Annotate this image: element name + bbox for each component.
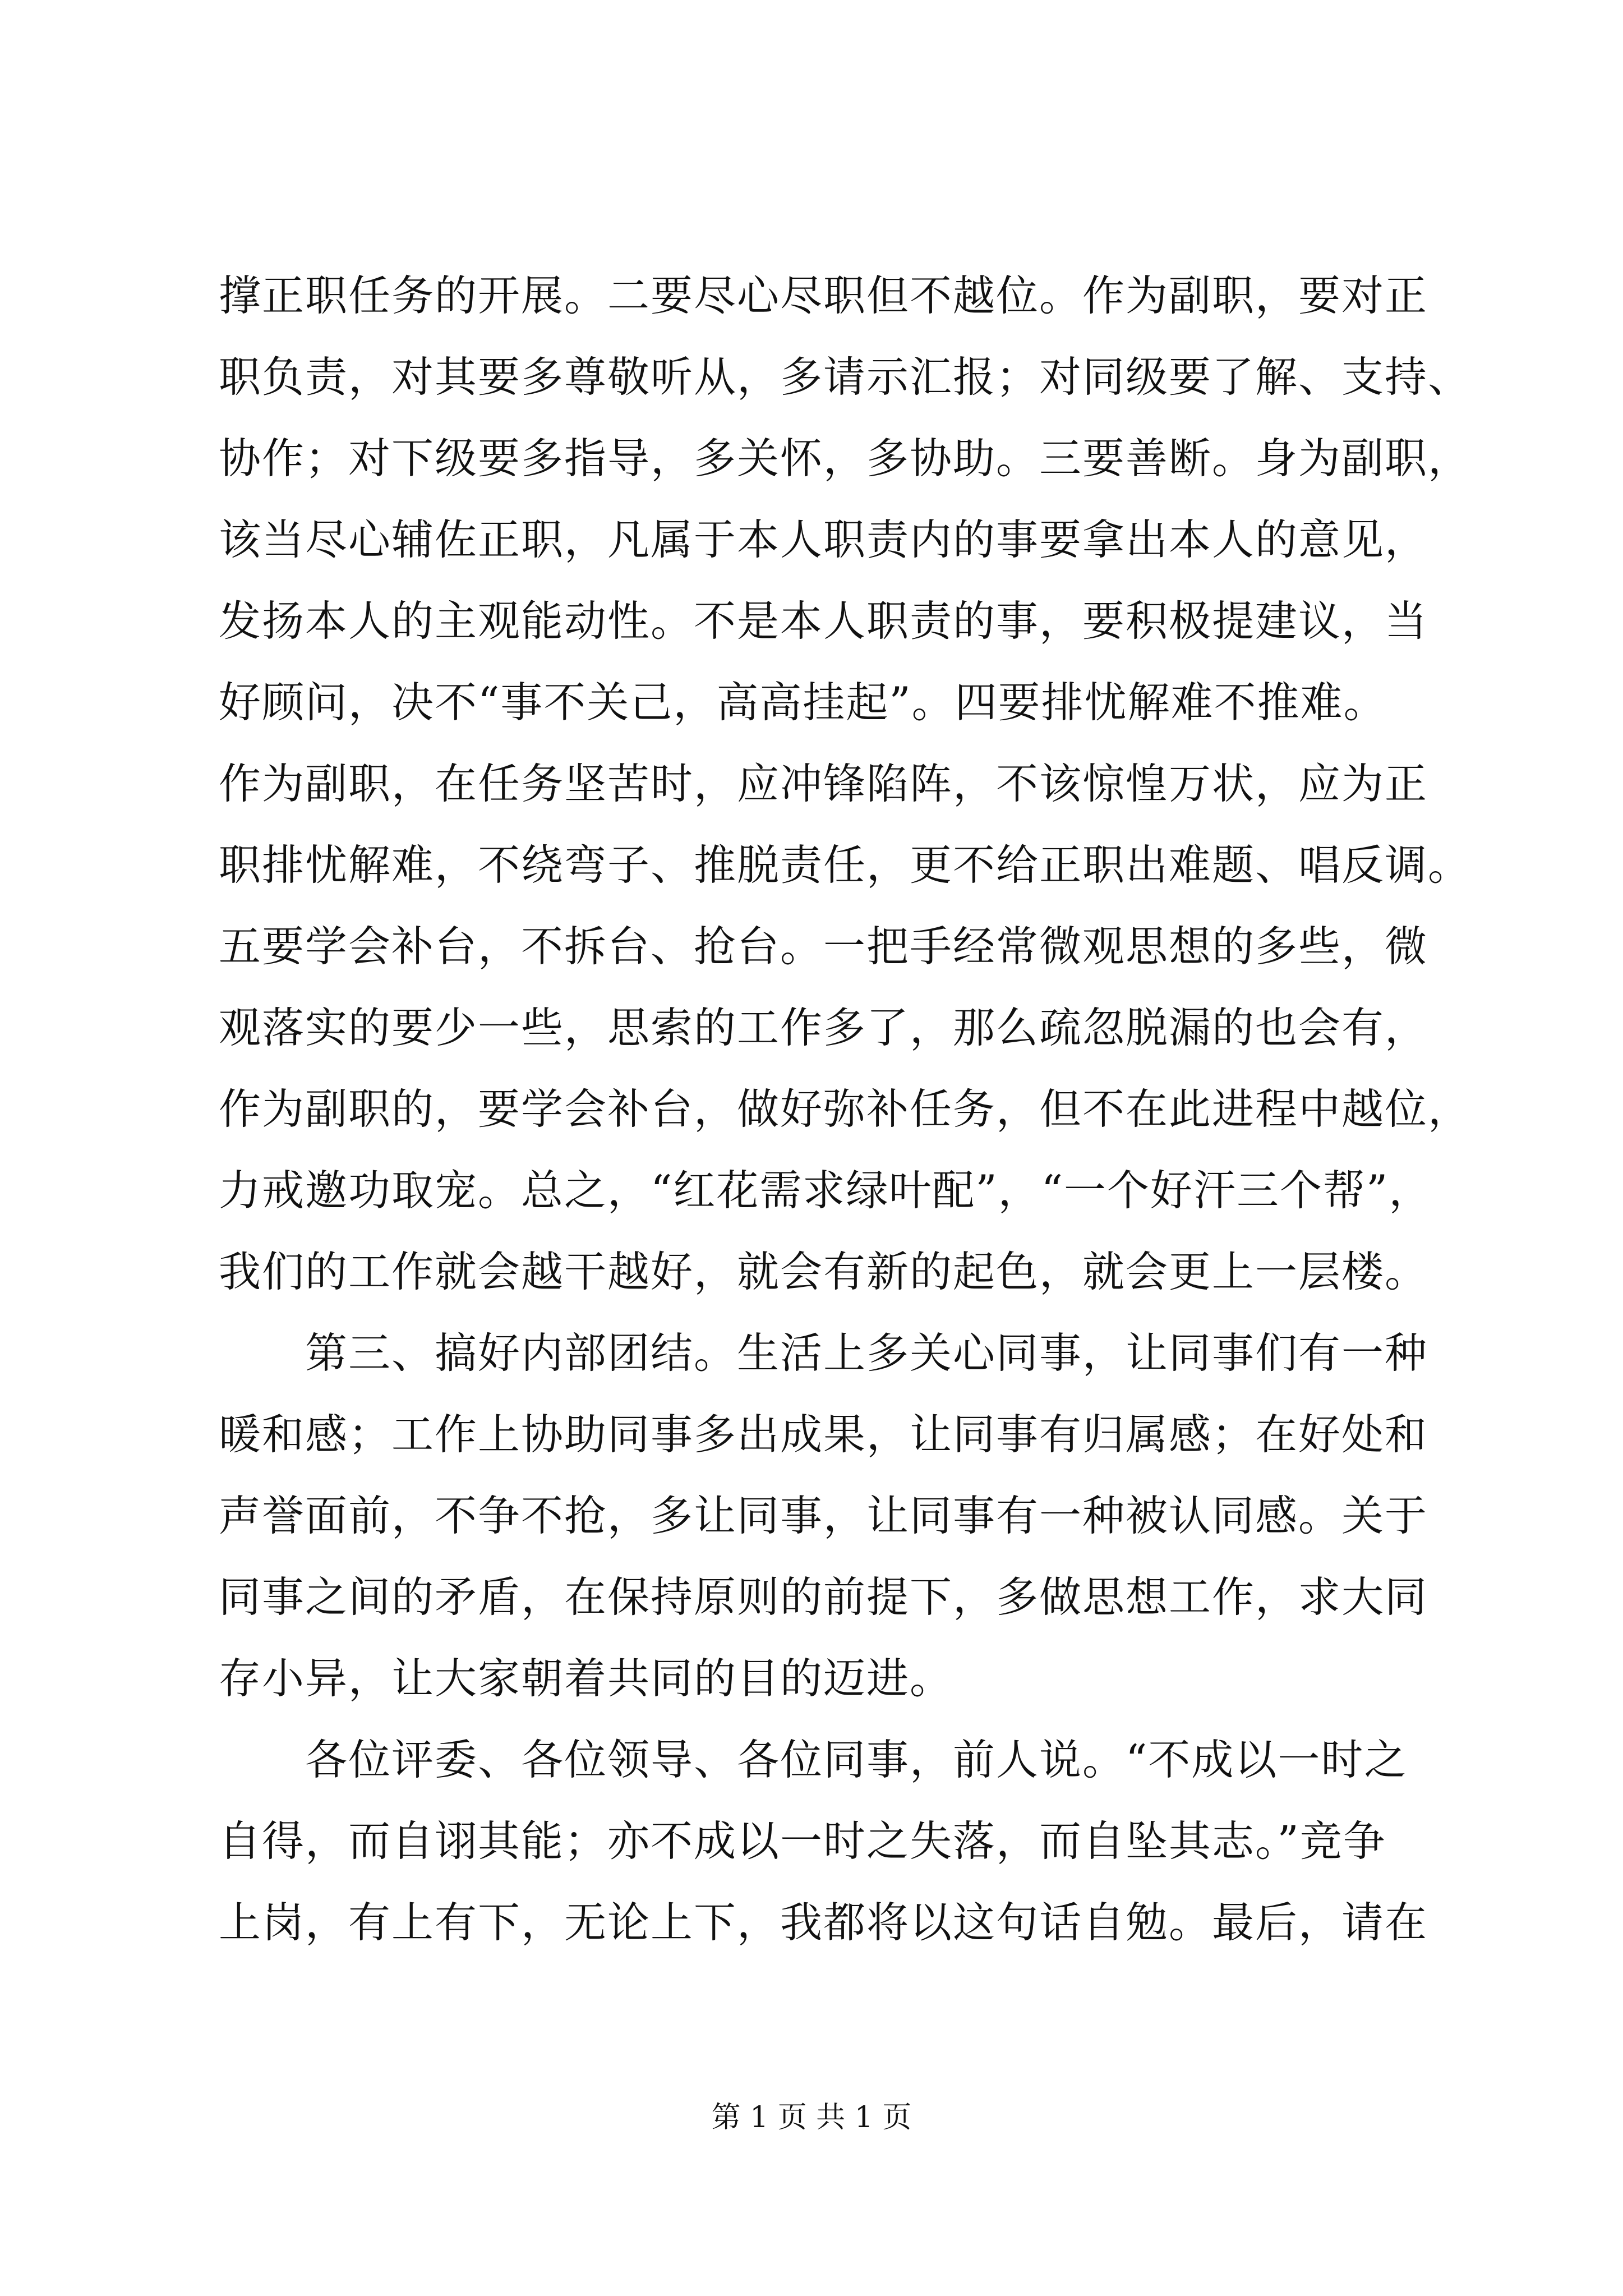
text-line: 同事之间的矛盾，在保持原则的前提下，多做思想工作，求大同 <box>219 1572 1428 1622</box>
page-number-footer: 第 1 页 共 1 页 <box>711 2101 912 2134</box>
text-line: 职负责，对其要多尊敬听从，多请示汇报；对同级要了解、支持、 <box>219 352 1472 402</box>
text-line: 暖和感；工作上协助同事多出成果，让同事有归属感；在好处和 <box>219 1410 1428 1459</box>
text-line: 声誉面前，不争不抢，多让同事，让同事有一种被认同感。关于 <box>219 1491 1428 1540</box>
text-line: 存小异，让大家朝着共同的目的迈进。 <box>219 1654 953 1703</box>
text-line: 作为副职的，要学会补台，做好弥补任务，但不在此进程中越位， <box>219 1084 1472 1134</box>
text-line: 发扬本人的主观能动性。不是本人职责的事，要积极提建议，当 <box>219 596 1428 646</box>
text-line: 观落实的要少一些，思索的工作多了，那么疏忽脱漏的也会有， <box>219 1003 1428 1052</box>
text-line: 好顾问，决不“事不关己，高高挂起”。四要排忧解难不推难。 <box>219 678 1387 727</box>
text-line: 力戒邀功取宠。总之，“红花需求绿叶配”，“一个好汗三个帮”， <box>219 1166 1432 1215</box>
text-line: 上岗，有上有下，无论上下，我都将以这句话自勉。最后，请在 <box>219 1898 1428 1947</box>
text-line: 作为副职，在任务坚苦时，应冲锋陷阵，不该惊惶万状，应为正 <box>219 759 1428 808</box>
text-line: 撑正职任务的开展。二要尽心尽职但不越位。作为副职，要对正 <box>219 271 1428 320</box>
body-text <box>219 255 1475 1963</box>
text-line: 协作；对下级要多指导，多关怀，多协助。三要善断。身为副职， <box>219 434 1472 483</box>
text-line: 该当尽心辅佐正职，凡属于本人职责内的事要拿出本人的意见， <box>219 515 1428 564</box>
text-line: 五要学会补台，不拆台、抢台。一把手经常微观思想的多些，微 <box>219 922 1428 971</box>
paragraph-start-line: 各位评委、各位领导、各位同事，前人说。“不成以一时之 <box>219 1735 1408 1784</box>
text-line: 自得，而自诩其能；亦不成以一时之失落，而自坠其志。”竞争 <box>219 1816 1386 1866</box>
paragraph-start-line: 第三、搞好内部团结。生活上多关心同事，让同事们有一种 <box>219 1328 1428 1378</box>
text-line: 我们的工作就会越干越好，就会有新的起色，就会更上一层楼。 <box>219 1247 1428 1296</box>
text-line: 职排忧解难，不绕弯子、推脱责任，更不给正职出难题、唱反调。 <box>219 840 1472 890</box>
